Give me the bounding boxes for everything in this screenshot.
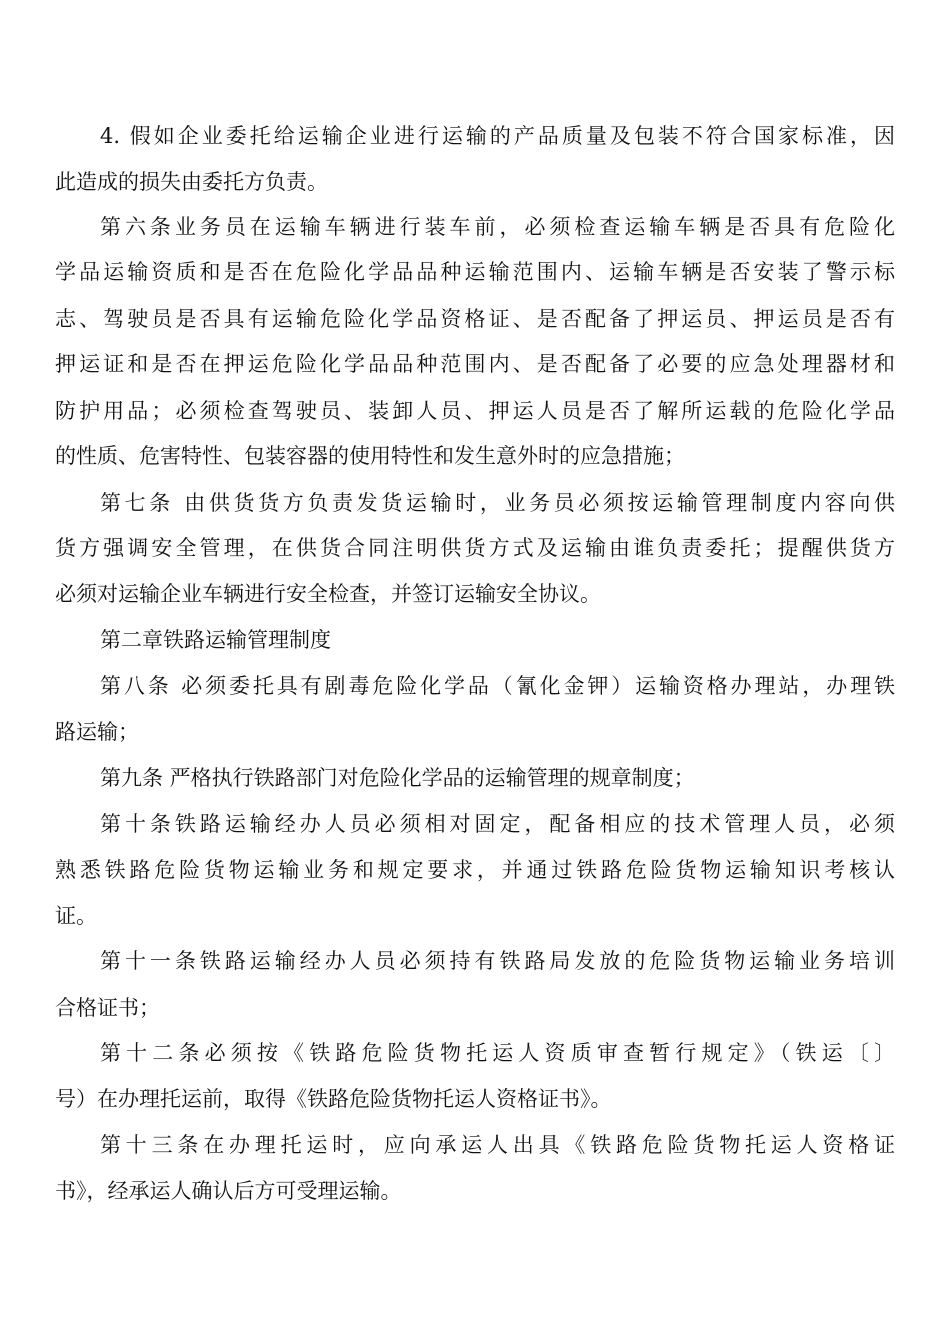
- text-line: 证。: [55, 904, 97, 928]
- text-line: 防护用品；必须检查驾驶员、装卸人员、押运人员是否了解所运载的危险化学品: [55, 399, 895, 423]
- text-line: 第十一条铁路运输经办人员必须持有铁路局发放的危险货物运输业务培训: [100, 949, 895, 973]
- text-line: 货方强调安全管理，在供货合同注明供货方式及运输由谁负责委托；提醒供货方: [55, 536, 895, 560]
- text-line: 第七条 由供货货方负责发货运输时，业务员必须按运输管理制度内容向供: [100, 491, 895, 515]
- text-line: 押运证和是否在押运危险化学品品种范围内、是否配备了必要的应急处理器材和: [55, 352, 895, 376]
- text-line: 第十条铁路运输经办人员必须相对固定，配备相应的技术管理人员，必须: [100, 812, 895, 836]
- text-line: 4. 假如企业委托给运输企业进行运输的产品质量及包装不符合国家标准，因: [100, 124, 895, 148]
- chapter-heading: 第二章铁路运输管理制度: [100, 628, 331, 652]
- text-line: 的性质、危害特性、包装容器的使用特性和发生意外时的应急措施；: [55, 444, 685, 468]
- text-line: 号）在办理托运前，取得《铁路危险货物托运人资格证书》。: [55, 1087, 612, 1111]
- text-line: 合格证书；: [55, 996, 160, 1020]
- text-line: 学品运输资质和是否在危险化学品品种运输范围内、运输车辆是否安装了警示标: [55, 260, 895, 284]
- text-line: 书》，经承运人确认后方可受理运输。: [55, 1179, 402, 1203]
- text-line: 第十三条在办理托运时，应向承运人出具《铁路危险货物托运人资格证: [100, 1133, 895, 1157]
- text-line: 第八条 必须委托具有剧毒危险化学品（氰化金钾）运输资格办理站，办理铁: [100, 674, 895, 698]
- text-line: 熟悉铁路危险货物运输业务和规定要求，并通过铁路危险货物运输知识考核认: [55, 858, 895, 882]
- text-line: 志、驾驶员是否具有运输危险化学品资格证、是否配备了押运员、押运员是否有: [55, 307, 895, 331]
- text-line: 此造成的损失由委托方负责。: [55, 170, 328, 194]
- text-line: 路运输；: [55, 720, 139, 744]
- text-line: 第六条业务员在运输车辆进行装车前，必须检查运输车辆是否具有危险化: [100, 215, 895, 239]
- text-line: 必须对运输企业车辆进行安全检查，并签订运输安全协议。: [55, 582, 601, 606]
- text-line: 第九条 严格执行铁路部门对危险化学品的运输管理的规章制度；: [100, 766, 695, 790]
- text-line: 第十二条必须按《铁路危险货物托运人资质审查暂行规定》（铁运〔〕: [100, 1041, 895, 1065]
